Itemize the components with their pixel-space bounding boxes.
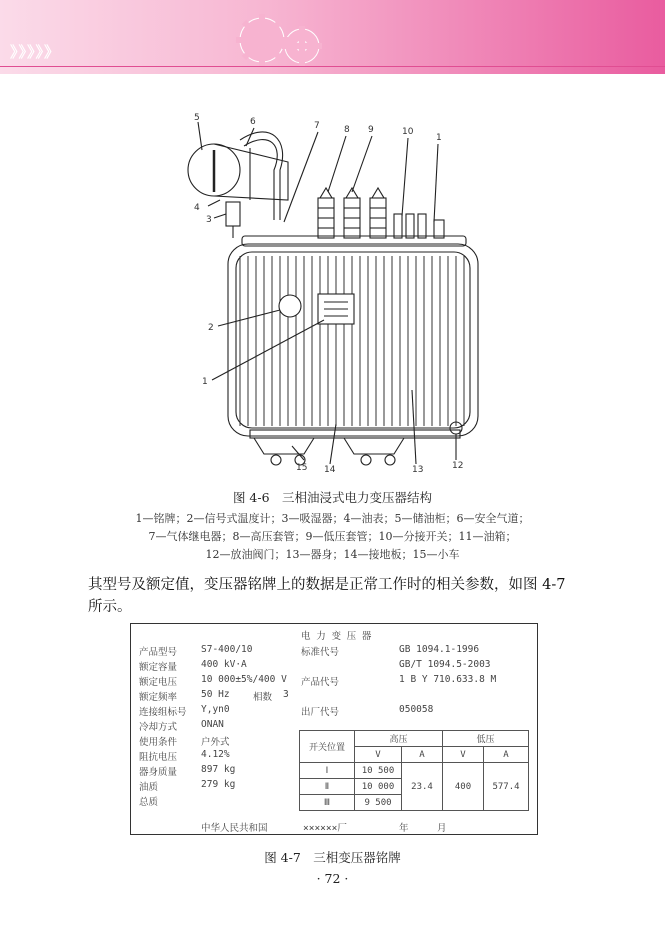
phases-label: 相数 [253,692,273,703]
footer-manufacturer: ××××××厂 [303,823,347,834]
callout-5: 5 [194,113,200,123]
nameplate-value: Y,yn0 [201,704,230,715]
footer-country: 中华人民共和国 [201,823,268,834]
nameplate-label: 使用条件 [139,737,178,748]
body-paragraph-line-1: 其型号及额定值，变压器铭牌上的数据是正常工作时的相关参数，如图 4-7 [88,577,566,593]
callout-6: 6 [250,117,256,127]
nameplate-label: 产品型号 [139,647,178,658]
callout-9: 9 [368,125,374,135]
nameplate-label: 额定频率 [139,692,178,703]
figure-4-7-caption: 图 4-7 三相变压器铭牌 [264,850,401,865]
header-unit: V [443,747,484,763]
header-unit: A [402,747,443,763]
header-low-voltage: 低压 [443,731,529,747]
transformer-structure-figure [180,110,480,480]
nameplate-value: S7-400/10 [201,644,253,655]
figure-4-6-legend-line-1: 1—铭牌；2—信号式温度计；3—吸湿器；4—油表；5—储油柜；6—安全气道； [135,512,530,525]
nameplate-label: 冷却方式 [139,722,178,733]
callout-8: 8 [344,125,350,135]
standard-label: 标准代号 [301,647,340,658]
phases-value: 3 [283,689,289,700]
nameplate-label: 额定容量 [139,662,178,673]
callout-15: 15 [296,463,308,473]
nameplate-value: 4.12% [201,749,230,760]
callout-10: 10 [402,127,414,137]
header-unit: V [355,747,402,763]
nameplate-value: 400 kV·A [201,659,247,670]
header-tap-position: 开关位置 [300,731,355,763]
product-code-label: 产品代号 [301,677,340,688]
tap-position: Ⅲ [300,795,355,811]
tap-position-table [299,730,529,811]
callout-4: 4 [194,203,200,213]
callout-12: 12 [452,461,464,471]
callout-3: 3 [206,215,212,225]
lv-current: 577.4 [484,763,529,811]
nameplate-label: 器身质量 [139,767,178,778]
standard-value-1: GB 1094.1-1996 [399,644,480,655]
gear-decoration-icon [224,12,334,74]
tap-position: Ⅱ [300,779,355,795]
nameplate-label: 额定电压 [139,677,178,688]
nameplate-title: 电 力 变 压 器 [301,631,372,642]
hv-voltage: 10 500 [355,763,402,779]
nameplate-label: 总质 [139,797,159,808]
nameplate-value: 户外式 [201,737,230,748]
hv-voltage: 10 000 [355,779,402,795]
figure-4-6-caption: 图 4-6 三相油浸式电力变压器结构 [232,490,433,505]
hv-current: 23.4 [402,763,443,811]
figure-4-6-legend-line-2: 7—气体继电器；8—高压套管；9—低压套管；10—分接开关；11—油箱； [148,530,517,543]
lv-voltage: 400 [443,763,484,811]
hv-voltage: 9 500 [355,795,402,811]
callout-13: 13 [412,465,424,475]
callout-1-top: 1 [436,133,442,143]
callout-2: 2 [208,323,214,333]
header-high-voltage: 高压 [355,731,443,747]
nameplate-value: 279 kg [201,779,236,790]
body-paragraph-line-2: 所示。 [88,599,132,615]
serial-label: 出厂代号 [301,707,340,718]
nameplate-value: 897 kg [201,764,236,775]
nameplate [130,623,538,835]
page-number: · 72 · [316,871,349,886]
footer-year: 年 [399,823,409,834]
callout-14: 14 [324,465,336,475]
tap-position: Ⅰ [300,763,355,779]
standard-value-2: GB/T 1094.5-2003 [399,659,491,670]
nameplate-label: 油质 [139,782,159,793]
product-code-value: 1 B Y 710.633.8 M [399,674,497,685]
footer-month: 月 [437,823,447,834]
nameplate-value: 10 000±5%/400 V [201,674,287,685]
chevron-decoration: 》》》》》 [10,43,61,61]
nameplate-value: ONAN [201,719,224,730]
nameplate-value: 50 Hz [201,689,230,700]
callout-1: 1 [202,377,208,387]
callout-7: 7 [314,121,320,131]
header-unit: A [484,747,529,763]
page-header-band [0,0,665,74]
figure-4-6-legend-line-3: 12—放油阀门；13—器身；14—接地板；15—小车 [205,548,460,561]
nameplate-label: 阻抗电压 [139,752,178,763]
serial-value: 050058 [399,704,434,715]
nameplate-label: 连接组标号 [139,707,187,718]
